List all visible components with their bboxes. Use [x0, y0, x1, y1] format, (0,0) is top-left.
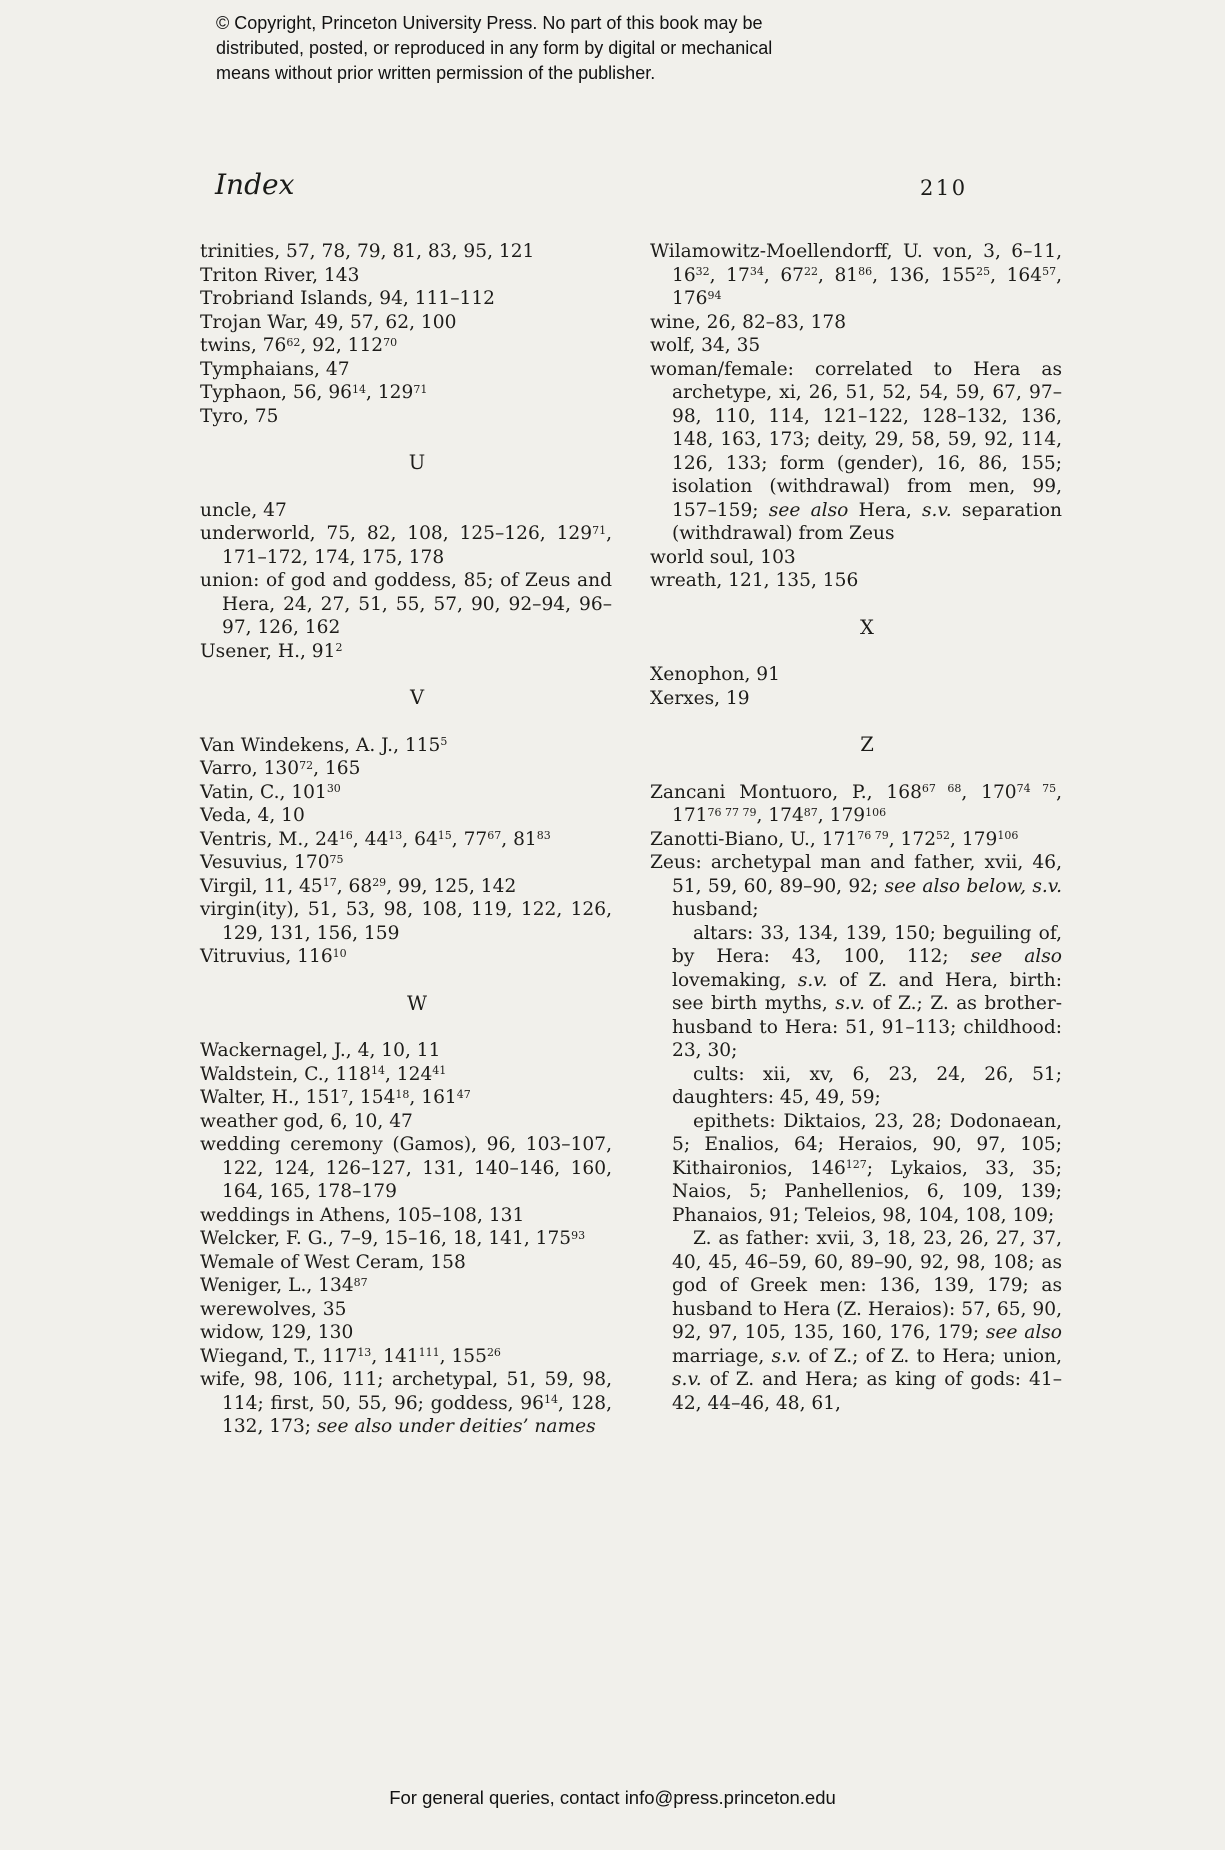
entry-text: Triton River, 143 — [200, 264, 360, 286]
footnote-ref: 5 — [440, 735, 448, 748]
footnote-ref: 67 — [487, 829, 502, 842]
footnote-ref: 72 — [299, 758, 314, 772]
entry-text: , 161 — [409, 1087, 457, 1108]
footnote-ref: 47 — [456, 1087, 471, 1101]
entry-text: , 164 — [990, 264, 1043, 286]
entry-text: , 129 — [366, 382, 414, 403]
entry-text: , 81 — [501, 828, 537, 850]
footnote-ref: 29 — [372, 876, 387, 889]
index-entry — [200, 945, 612, 969]
footnote-ref: 30 — [326, 782, 341, 795]
index-entry — [200, 734, 612, 758]
copyright-line: means without prior written permission of the publisher. — [216, 63, 656, 83]
section-letter: V — [409, 686, 425, 709]
footnote-ref: 87 — [353, 1275, 368, 1289]
section-letter: Z — [860, 733, 874, 756]
footnote-ref: 32 — [695, 265, 710, 278]
index-entry — [650, 687, 1062, 711]
entry-text: Weniger, L., 134 — [200, 1275, 354, 1296]
footnote-ref: 14 — [352, 382, 367, 396]
index-entry — [650, 546, 1062, 570]
entry-text: , 77 — [451, 828, 488, 850]
footnote-ref: 14 — [370, 1064, 385, 1077]
footnote-ref: 93 — [571, 1228, 586, 1242]
entry-text: husband; — [672, 899, 759, 920]
index-entry — [200, 1251, 612, 1275]
entry-text: Welcker, F. G., 7–9, 15–16, 18, 141, 175 — [200, 1228, 572, 1249]
index-entry — [650, 781, 1062, 828]
entry-text: Veda, 4, 10 — [200, 805, 305, 826]
entry-text: Varro, 130 — [200, 758, 300, 779]
entry-text-italic: s.v. — [771, 1345, 802, 1367]
index-entry — [650, 851, 1062, 922]
page-number: 210 — [920, 176, 968, 200]
index-entry — [200, 358, 612, 382]
entry-text: of Z.; Z. as brother-husband to Hera: 51, 91–113; childhood: 23, 30; — [672, 993, 1062, 1061]
copyright-line: distributed, posted, or reproduced in any form by digital or mechanical — [216, 38, 773, 58]
entry-text: , 128, 132, 173; — [222, 1392, 612, 1437]
entry-text: Tyro, 75 — [200, 405, 279, 427]
entry-text: Wemale of West Ceram, 158 — [200, 1251, 466, 1273]
entry-text: Trobriand Islands, 94, 111–112 — [200, 288, 496, 309]
entry-text: , 165 — [313, 758, 361, 779]
index-entry — [200, 569, 612, 640]
entry-text: wreath, 121, 135, 156 — [650, 570, 859, 591]
page-header — [200, 168, 1062, 210]
footnote-ref: 76 77 79 — [707, 805, 757, 819]
entry-text: uncle, 47 — [200, 499, 287, 521]
index-entry — [650, 334, 1062, 358]
footnote-ref: 2 — [335, 641, 343, 654]
footnote-ref: 67 68 — [921, 782, 962, 795]
copyright-line: © Copyright, Princeton University Press. No part of this book may be — [216, 13, 763, 33]
entry-text: Trojan War, 49, 57, 62, 100 — [200, 311, 457, 333]
entry-text: , 154 — [348, 1087, 396, 1108]
footnote-ref: 13 — [357, 1346, 372, 1359]
entry-text: lovemaking, — [672, 969, 798, 991]
entry-text: cults: xii, xv, 6, 23, 24, 26, 51; daughters: 45, 49, 59; — [672, 1063, 1062, 1108]
entry-text: union: of god and goddess, 85; of Zeus and Hera, 24, 27, 51, 55, 57, 90, 92–94, 96–97, 126, 162 — [200, 570, 612, 638]
entry-text: Walter, H., 151 — [200, 1087, 342, 1108]
index-entry — [650, 240, 1062, 311]
index-entry — [200, 1298, 612, 1322]
entry-text: Hera, — [848, 499, 922, 521]
entry-text: Typhaon, 56, 96 — [200, 382, 353, 403]
entry-text-italic: see also below, s.v. — [884, 875, 1062, 897]
index-entry — [200, 1133, 612, 1204]
entry-text: of Z.; of Z. to Hera; union, — [801, 1345, 1062, 1367]
entry-text: weddings in Athens, 105–108, 131 — [200, 1204, 525, 1226]
section-letter: W — [406, 991, 428, 1015]
footnote-ref: 106 — [997, 829, 1019, 842]
entry-text: separation (withdrawal) from Zeus — [672, 499, 1062, 544]
index-subentry — [650, 1063, 1062, 1110]
footnote-ref: 26 — [486, 1346, 501, 1359]
entry-text: wedding ceremony (Gamos), 96, 103–107, 122, 124, 126–127, 131, 140–146, 160, 164, 165, 178–179 — [200, 1134, 612, 1202]
index-entry — [200, 287, 612, 311]
footnote-ref: 18 — [395, 1087, 410, 1101]
entry-text: Vitruvius, 116 — [200, 946, 333, 967]
entry-text: , 170 — [961, 781, 1017, 803]
index-entry — [200, 1110, 612, 1134]
entry-text: , 176 — [672, 264, 1063, 309]
footnote-ref: 34 — [749, 265, 764, 278]
entry-text: Zancani Montuoro, P., 168 — [650, 781, 922, 803]
footnote-ref: 106 — [865, 805, 887, 819]
index-entry — [200, 1345, 612, 1369]
index-entry — [200, 851, 612, 875]
entry-text: Van Windekens, A. J., 115 — [200, 734, 441, 756]
entry-text: Virgil, 11, 45 — [200, 875, 323, 897]
footnote-ref: 74 75 — [1016, 782, 1057, 795]
entry-text-italic: see also under deities’ names — [316, 1416, 596, 1437]
entry-text: Wilamowitz-Moellendorff, U. von, 3, 6–11, 16 — [650, 241, 1062, 286]
footnote-ref: 111 — [418, 1346, 440, 1359]
entry-text: Waldstein, C., 118 — [200, 1063, 371, 1085]
footnote-ref: 62 — [286, 335, 301, 349]
index-entry — [200, 757, 612, 781]
index-entry — [200, 522, 612, 569]
entry-text: wolf, 34, 35 — [650, 335, 761, 356]
index-column-right — [650, 240, 1062, 1439]
footnote-ref: 13 — [388, 829, 403, 842]
entry-text: epithets: Diktaios, 23, 28; Dodonaean, 5; Enalios, 64; Heraios, 90, 97, 105; Kithaironios, 146 — [672, 1110, 1062, 1179]
footnote-ref: 76 79 — [857, 829, 889, 842]
index-entry — [650, 663, 1062, 687]
index-subentry — [650, 1110, 1062, 1228]
footnote-ref: 71 — [413, 382, 428, 396]
entry-text-italic: see also — [970, 946, 1062, 967]
footnote-ref: 22 — [803, 265, 818, 278]
index-column-left — [200, 240, 612, 1439]
footnote-ref: 17 — [322, 876, 337, 889]
entry-text-italic: s.v. — [797, 969, 828, 991]
entry-text: widow, 129, 130 — [200, 1322, 354, 1343]
entry-text: , 92, 112 — [300, 335, 384, 356]
entry-text: , 155 — [439, 1345, 487, 1367]
footnote-ref: 25 — [976, 265, 991, 278]
entry-text: Wiegand, T., 117 — [200, 1345, 358, 1367]
index-entry — [200, 264, 612, 288]
entry-text: , 17 — [709, 264, 750, 286]
entry-text: marriage, — [672, 1345, 772, 1367]
entry-text: , 44 — [352, 828, 389, 850]
entry-text: Xenophon, 91 — [650, 664, 780, 685]
index-entry — [200, 804, 612, 828]
entry-text: Zanotti-Biano, U., 171 — [650, 828, 858, 850]
index-entry — [200, 499, 612, 523]
entry-text: , 174 — [756, 805, 804, 826]
entry-text: , 124 — [384, 1063, 433, 1085]
entry-text: , 136, 155 — [872, 264, 977, 286]
entry-text: Tymphaians, 47 — [200, 358, 350, 380]
entry-text: , 68 — [336, 875, 373, 897]
index-subentry — [650, 1227, 1062, 1415]
entry-text: ; Lykaios, 33, 35; Naios, 5; Panhellenios, 6, 109, 139; Phanaios, 91; Teleios, 98, 104, 108, 109; — [672, 1157, 1063, 1226]
footnote-ref: 70 — [383, 335, 398, 349]
page-title: Index — [215, 168, 295, 201]
entry-text: Wackernagel, J., 4, 10, 11 — [200, 1040, 441, 1061]
entry-text: Z. as father: xvii, 3, 18, 23, 26, 27, 37, 40, 45, 46–59, 60, 89–90, 92, 98, 108; as god of Greek men: 136, 139, 179; as husband to Hera (Z. Heraios): 57, 65, 90, 92, 97, 105, 135, 160, 176, 179; — [672, 1228, 1062, 1343]
index-entry — [650, 569, 1062, 593]
copyright-notice — [216, 11, 856, 86]
entry-text-italic: s.v. — [672, 1369, 702, 1390]
index-entry — [200, 240, 612, 264]
index-entry — [200, 781, 612, 805]
entry-text: weather god, 6, 10, 47 — [200, 1110, 413, 1132]
entry-text: world soul, 103 — [650, 546, 796, 568]
footnote-ref: 94 — [707, 288, 722, 302]
index-entry — [200, 381, 612, 405]
entry-text: Usener, H., 91 — [200, 640, 336, 662]
index-entry — [200, 828, 612, 852]
entry-text: virgin(ity), 51, 53, 98, 108, 119, 122, 126, 129, 131, 156, 159 — [200, 899, 612, 944]
entry-text: , 171 — [672, 781, 1063, 826]
entry-text: Zeus: archetypal man and father, xvii, 46, 51, 59, 60, 89–90, 92; — [650, 852, 1062, 897]
entry-text: of Z. and Hera, birth: see birth myths, — [672, 969, 1062, 1014]
index-entry — [200, 1274, 612, 1298]
entry-text: Vatin, C., 101 — [200, 781, 327, 803]
index-entry — [200, 1368, 612, 1439]
entry-text: , 67 — [763, 264, 804, 286]
entry-text-italic: see also — [768, 499, 849, 521]
entry-text: altars: 33, 134, 139, 150; beguiling of, by Hera: 43, 100, 112; — [672, 922, 1062, 967]
entry-text: of Z. and Hera; as king of gods: 41–42, 44–46, 48, 61, — [672, 1369, 1062, 1414]
footnote-ref: 16 — [338, 829, 353, 842]
entry-text: trinities, 57, 78, 79, 81, 83, 95, 121 — [200, 241, 535, 262]
entry-text: , 179 — [817, 805, 866, 826]
footnote-ref: 10 — [332, 946, 347, 960]
index-entry — [650, 311, 1062, 335]
footnote-ref: 14 — [543, 1393, 558, 1406]
index-entry — [200, 898, 612, 945]
entry-text: , 64 — [402, 828, 438, 850]
entry-text: twins, 76 — [200, 335, 287, 356]
footnote-ref: 83 — [536, 829, 551, 842]
index-entry — [650, 358, 1062, 546]
index-entry — [200, 1063, 612, 1087]
index-entry — [200, 1086, 612, 1110]
entry-text-italic: see also — [985, 1322, 1062, 1343]
index-entry — [200, 334, 612, 358]
entry-text: , 172 — [888, 828, 937, 850]
index-entry — [200, 1204, 612, 1228]
index-entry — [200, 1321, 612, 1345]
footnote-ref: 41 — [432, 1064, 447, 1077]
footnote-ref: 52 — [936, 829, 951, 842]
footnote-ref: 127 — [845, 1158, 867, 1171]
index-entry — [200, 875, 612, 899]
index-entry — [200, 1227, 612, 1251]
index-entry — [200, 1039, 612, 1063]
entry-text: , 171–172, 174, 175, 178 — [222, 523, 612, 568]
footnote-ref: 7 — [341, 1087, 349, 1101]
entry-text: , 179 — [950, 828, 998, 850]
index-entry — [200, 405, 612, 429]
entry-text: , 99, 125, 142 — [386, 875, 517, 897]
entry-text: Vesuvius, 170 — [200, 852, 330, 873]
entry-text: underworld, 75, 82, 108, 125–126, 129 — [200, 523, 593, 544]
entry-text: wife, 98, 106, 111; archetypal, 51, 59, 98, 114; first, 50, 55, 96; goddess, 96 — [200, 1369, 612, 1414]
entry-text: woman/female: correlated to Hera as archetype, xi, 26, 51, 52, 54, 59, 67, 97–98, 110, 114, 121–122, 128–132, 136, 148, 163, 173; deity, 29, 58, 59, 92, 114, 126, 133; form (gender), 16, 86, 155; isolation (withdrawal) from men, 99, 157–159; — [650, 358, 1062, 521]
index-entry — [200, 640, 612, 664]
index-entry — [650, 828, 1062, 852]
footnote-ref: 57 — [1042, 265, 1057, 278]
entry-text: , 81 — [817, 264, 859, 286]
section-letter: X — [860, 615, 874, 639]
entry-text: Ventris, M., 24 — [200, 828, 339, 850]
footnote-ref: 75 — [329, 852, 344, 866]
entry-text: Xerxes, 19 — [650, 687, 750, 709]
entry-text-italic: s.v. — [835, 993, 865, 1014]
footnote-ref: 86 — [858, 265, 873, 278]
footnote-ref: 15 — [437, 829, 452, 842]
entry-text: werewolves, 35 — [200, 1298, 347, 1320]
footnote-ref: 87 — [803, 805, 818, 819]
entry-text: wine, 26, 82–83, 178 — [650, 311, 847, 333]
index-columns — [200, 240, 1062, 1439]
entry-text-italic: s.v. — [921, 499, 952, 521]
entry-text: , 141 — [371, 1345, 419, 1367]
index-entry — [200, 311, 612, 335]
index-subentry — [650, 922, 1062, 1063]
footer-contact: For general queries, contact info@press.princeton.edu — [389, 1787, 836, 1808]
section-letter: U — [408, 451, 426, 474]
footnote-ref: 71 — [592, 523, 607, 537]
